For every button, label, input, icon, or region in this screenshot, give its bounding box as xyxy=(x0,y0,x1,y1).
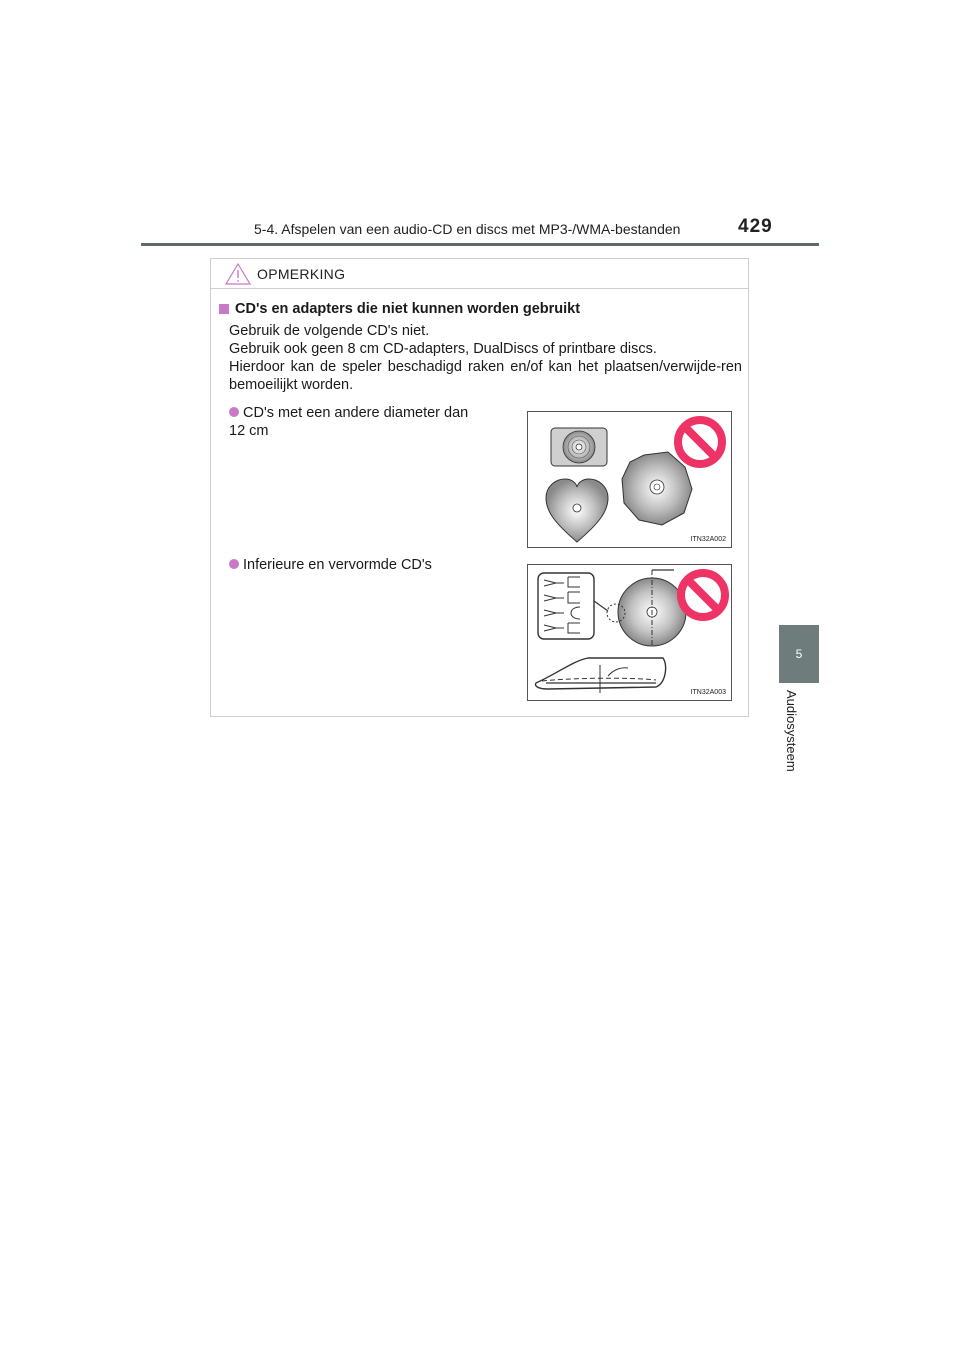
bullet-item xyxy=(229,404,499,440)
header-rule xyxy=(141,243,819,246)
page-number: 429 xyxy=(738,216,773,237)
bullet-text: CD's met een andere diameter dan xyxy=(243,405,469,421)
round-bullet-icon xyxy=(229,559,239,569)
figure-odd-shaped-cds xyxy=(527,411,732,548)
figure-deformed-cds xyxy=(527,564,732,701)
bullet-text-continued: 12 cm xyxy=(229,423,269,439)
paragraph: Gebruik ook geen 8 cm CD-adapters, DualDiscs of printbare discs. xyxy=(229,341,657,357)
deformed-cds-illustration xyxy=(528,565,733,702)
notice-box xyxy=(210,258,749,717)
figure-code: ITN32A002 xyxy=(690,536,726,543)
bullet-item xyxy=(229,556,499,574)
chapter-number: 5 xyxy=(795,647,803,661)
section-title xyxy=(219,301,580,317)
round-bullet-icon xyxy=(229,407,239,417)
paragraph: Gebruik de volgende CD's niet. xyxy=(229,323,430,339)
paragraph: Hierdoor kan de speler beschadigd raken en/of kan het plaatsen/verwijde-ren bemoeilijkt worden. xyxy=(229,359,742,393)
square-bullet-icon xyxy=(219,304,229,314)
chapter-tab xyxy=(779,625,819,683)
running-header: 5-4. Afspelen van een audio-CD en discs met MP3-/WMA-bestanden xyxy=(254,221,681,237)
figure-code: ITN32A003 xyxy=(690,689,726,696)
notice-title: OPMERKING xyxy=(257,265,346,282)
warning-triangle-icon xyxy=(225,263,251,285)
section-title-text: CD's en adapters die niet kunnen worden gebruikt xyxy=(235,301,581,317)
chapter-label: Audiosysteem xyxy=(784,690,799,772)
odd-shaped-cds-illustration xyxy=(528,412,733,549)
bullet-text: Inferieure en vervormde CD's xyxy=(243,557,432,573)
notice-body xyxy=(229,322,742,394)
notice-header xyxy=(211,259,748,289)
